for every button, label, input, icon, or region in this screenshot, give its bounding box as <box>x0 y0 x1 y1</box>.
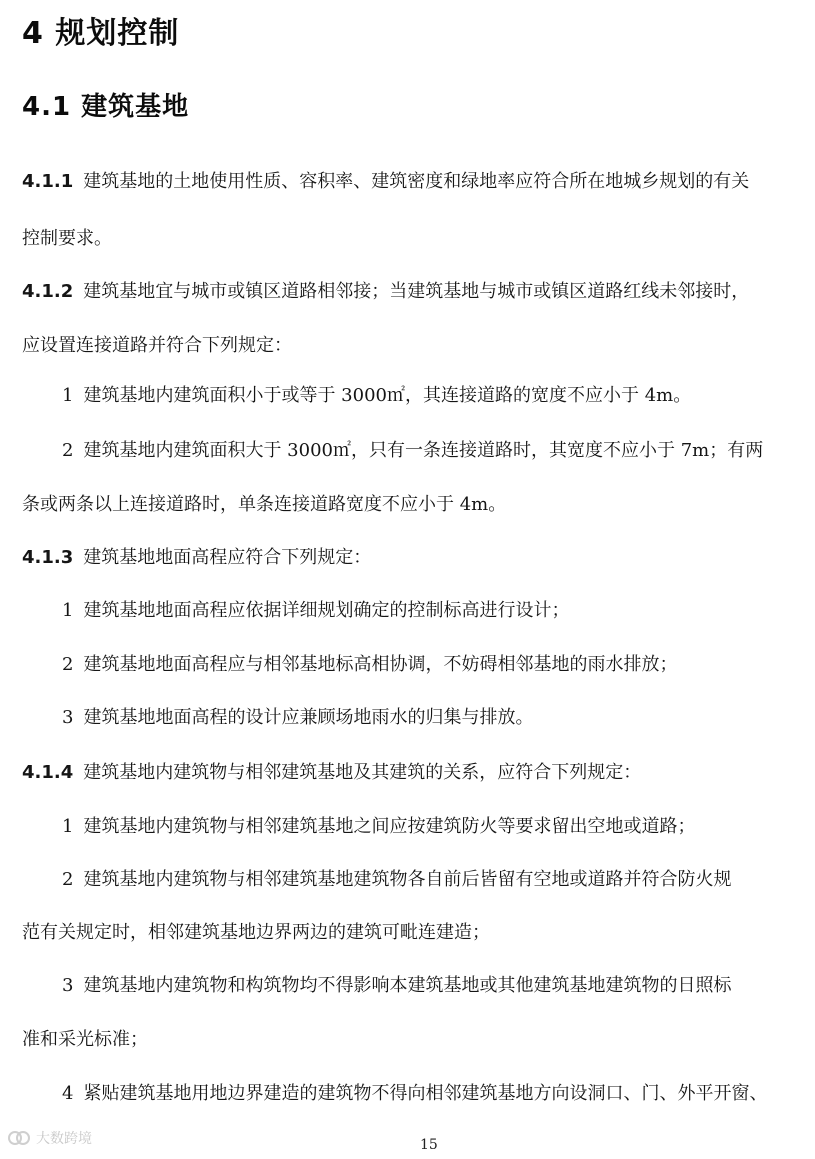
list-item <box>62 440 763 462</box>
clause-4-1-1-continuation: 控制要求。 <box>22 228 112 249</box>
item-number: 2 <box>62 440 74 461</box>
item-text: 建筑基地内建筑物与相邻建筑基地之间应按建筑防火等要求留出空地或道路； <box>83 816 696 837</box>
chapter-heading: 4 规划控制 <box>22 16 180 51</box>
item-number: 3 <box>62 707 74 728</box>
item-text: 建筑基地地面高程的设计应兼顾场地雨水的归集与排放。 <box>83 707 534 728</box>
item-text: 建筑基地内建筑面积小于或等于 3000㎡，其连接道路的宽度不应小于 4m。 <box>83 385 692 406</box>
page-number: 15 <box>420 1137 438 1153</box>
list-item <box>62 600 569 622</box>
item-number: 2 <box>62 654 74 675</box>
clause-4-1-4 <box>22 762 641 784</box>
list-item-continuation: 范有关规定时，相邻建筑基地边界两边的建筑可毗连建造； <box>22 922 490 943</box>
list-item <box>62 707 533 729</box>
item-text: 建筑基地内建筑物和构筑物均不得影响本建筑基地或其他建筑基地建筑物的日照标 <box>83 975 732 996</box>
list-item <box>62 975 731 997</box>
list-item-continuation: 准和采光标准； <box>22 1029 148 1050</box>
watermark-text: 大数跨境 <box>36 1131 92 1147</box>
item-number: 1 <box>62 816 74 837</box>
item-number: 4 <box>62 1083 74 1104</box>
list-item-continuation: 条或两条以上连接道路时，单条连接道路宽度不应小于 4m。 <box>22 494 507 515</box>
clause-number: 4.1.4 <box>22 762 74 783</box>
clause-4-1-1 <box>22 171 749 193</box>
list-item <box>62 654 677 676</box>
clause-number: 4.1.3 <box>22 547 74 568</box>
item-text: 建筑基地地面高程应依据详细规划确定的控制标高进行设计； <box>83 600 570 621</box>
clause-text: 建筑基地宜与城市或镇区道路相邻接；当建筑基地与城市或镇区道路红线未邻接时， <box>83 281 750 302</box>
item-number: 1 <box>62 600 74 621</box>
list-item <box>62 816 695 838</box>
item-text: 建筑基地地面高程应与相邻基地标高相协调，不妨碍相邻基地的雨水排放； <box>83 654 678 675</box>
clause-4-1-3 <box>22 547 371 569</box>
list-item <box>62 869 731 891</box>
clause-text: 建筑基地的土地使用性质、容积率、建筑密度和绿地率应符合所在地城乡规划的有关 <box>83 171 750 192</box>
clause-4-1-2-continuation: 应设置连接道路并符合下列规定： <box>22 335 292 356</box>
item-number: 2 <box>62 869 74 890</box>
section-heading: 4.1 建筑基地 <box>22 92 190 122</box>
clause-number: 4.1.1 <box>22 171 74 192</box>
item-text: 建筑基地内建筑面积大于 3000㎡，只有一条连接道路时，其宽度不应小于 7m；有两 <box>83 440 764 461</box>
item-text: 紧贴建筑基地用地边界建造的建筑物不得向相邻建筑基地方向设洞口、门、外平开窗、 <box>83 1083 768 1104</box>
clause-number: 4.1.2 <box>22 281 74 302</box>
item-text: 建筑基地内建筑物与相邻建筑基地建筑物各自前后皆留有空地或道路并符合防火规 <box>83 869 732 890</box>
clause-text: 建筑基地内建筑物与相邻建筑基地及其建筑的关系，应符合下列规定： <box>83 762 642 783</box>
list-item <box>62 1083 767 1105</box>
watermark-logo-icon <box>8 1129 30 1147</box>
item-number: 3 <box>62 975 74 996</box>
watermark <box>8 1128 92 1148</box>
clause-text: 建筑基地地面高程应符合下列规定： <box>83 547 372 568</box>
list-item <box>62 385 691 407</box>
item-number: 1 <box>62 385 74 406</box>
clause-4-1-2 <box>22 281 749 303</box>
